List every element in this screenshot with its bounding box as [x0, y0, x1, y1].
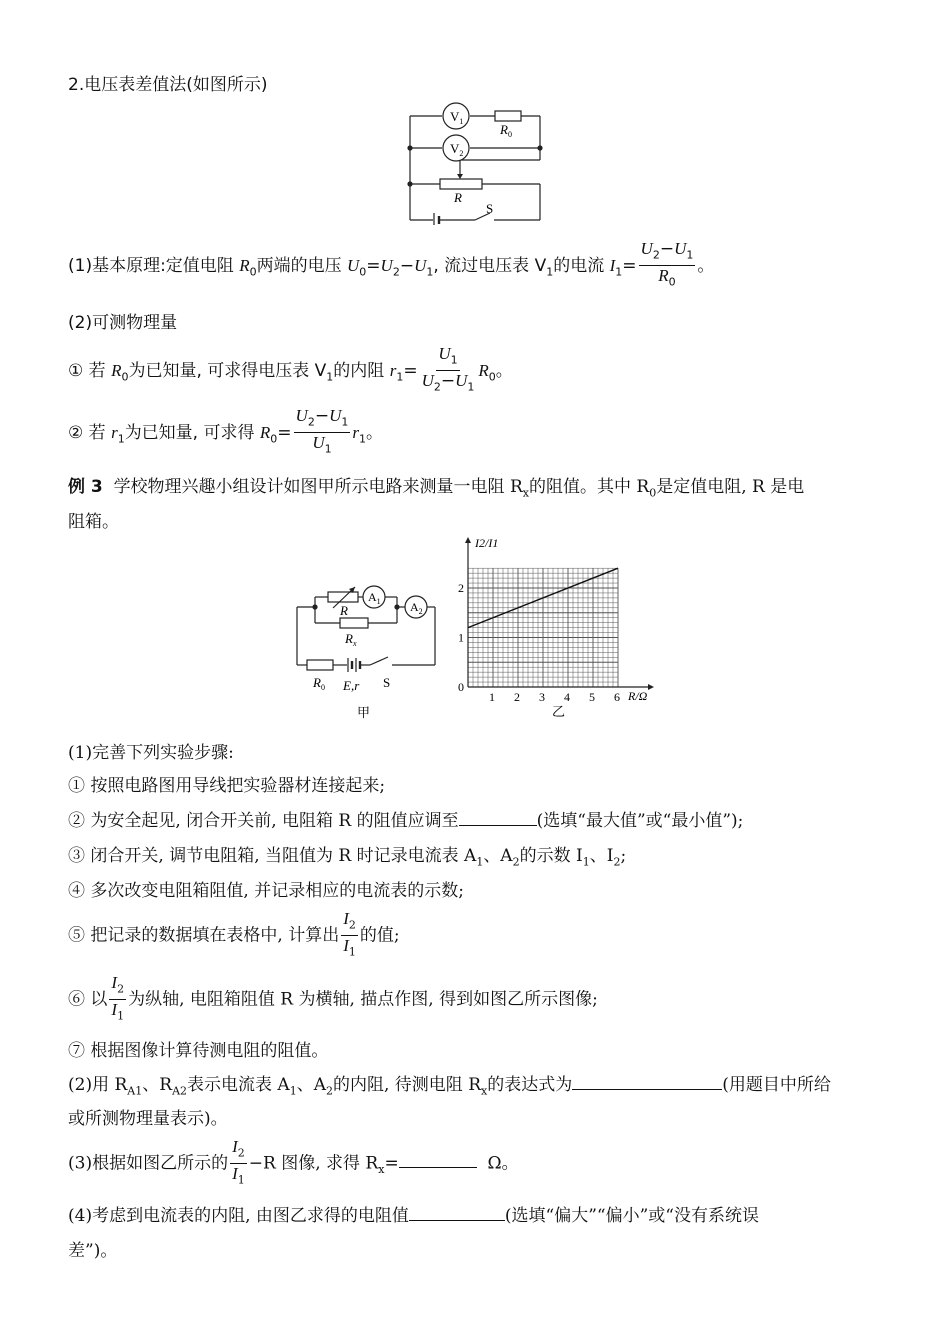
- question-4: (4)考虑到电流表的内阻, 由图乙求得的电阻值 (选填“偏大”“偏小”或“没有系统误: [68, 1206, 759, 1226]
- section-title: 2.电压表差值法(如图所示): [68, 75, 268, 95]
- step-3: ③ 闭合开关, 调节电阻箱, 当阻值为 R 时记录电流表 $A_1$、$A_2$的示数 $I_1$、$I_2$;: [68, 846, 627, 869]
- answer-blank-3[interactable]: [399, 1151, 477, 1168]
- step-4: ④ 多次改变电阻箱阻值, 并记录相应的电流表的示数;: [68, 881, 464, 901]
- rx-label: $R_x$: [345, 631, 357, 648]
- x-tick-label: 6: [614, 690, 620, 704]
- question-2: (2)用 $R_{A1}$、$R_{A2}$表示电流表 $A_1$、$A_2$的内阻, 待测电阻 $R_x$的表达式为 (用题目中所给: [68, 1075, 831, 1098]
- measurable-title: (2)可测物理量: [68, 313, 178, 333]
- question-4-line-2: 差”)。: [68, 1241, 118, 1261]
- x-tick-label: 1: [489, 690, 495, 704]
- question-3: (3)根据如图乙所示的 $\frac{I_2}{I_1}$ −R 图像, 求得 $R_x= \Omega$。: [68, 1137, 519, 1187]
- x-tick-label: 5: [589, 690, 595, 704]
- caption-jia: 甲: [357, 705, 371, 720]
- question-2-line-2: 或所测物理量表示)。: [68, 1109, 228, 1129]
- r-label: R: [454, 190, 462, 205]
- step-5: ⑤ 把记录的数据填在表格中, 计算出 $\frac{I_2}{I_1}$ 的值;: [68, 909, 400, 959]
- steps-title: (1)完善下列实验步骤:: [68, 743, 234, 763]
- y-tick-label: 2: [458, 581, 464, 595]
- circuit-figure-jia: [285, 575, 445, 720]
- case-two: ② 若 $r_1$为已知量, 可求得 $R_0=$ $\frac{U_2-U_1}{U_1}$ $r_1$。: [68, 406, 383, 456]
- y-axis-label: I2/I1: [475, 536, 499, 550]
- caption-yi: 乙: [552, 704, 566, 719]
- y-tick-label: 1: [458, 630, 464, 645]
- x-tick-label: 4: [564, 690, 570, 704]
- y-tick-label: 0: [458, 680, 464, 694]
- switch-label: S: [486, 201, 494, 216]
- r0-label: $R_0$: [500, 122, 512, 139]
- answer-blank-2[interactable]: [572, 1073, 722, 1090]
- step-2: ② 为安全起见, 闭合开关前, 电阻箱 R 的阻值应调至 (选填“最大值”或“最小值”);: [68, 811, 744, 831]
- v1-label: $V_1$: [450, 109, 464, 126]
- example-line-2: 阻箱。: [68, 512, 119, 532]
- a1-label: $A_1$: [368, 590, 381, 606]
- principle-line: (1)基本原理:定值电阻 $R_0$两端的电压 $U_0=U_2-U_1$, 流过电压表 $V_1$的电流 $I_1=$ $\frac{U_2-U_1}{R_0}$ 。: [68, 239, 715, 289]
- x-axis-label: R/Ω: [628, 689, 648, 703]
- answer-blank-1[interactable]: [459, 809, 537, 826]
- step-1: ① 按照电路图用导线把实验器材连接起来;: [68, 776, 386, 796]
- r0-label-jia: $R_0$: [313, 675, 325, 692]
- a2-label: $A_2$: [410, 600, 423, 616]
- rheostat-r-label: R: [340, 603, 348, 618]
- switch-label-jia: S: [383, 675, 391, 690]
- graph-figure-yi: [448, 535, 663, 725]
- x-tick-label: 3: [539, 690, 545, 704]
- v2-label: $V_2$: [450, 141, 464, 158]
- case-one: ① 若 $R_0$为已知量, 可求得电压表 $V_1$的内阻 $r_1=$ $\frac{U_1}{U_2-U_1}$ $R_0$。: [68, 344, 513, 394]
- step-6: ⑥ 以 $\frac{I_2}{I_1}$ 为纵轴, 电阻箱阻值 R 为横轴, 描点作图, 得到如图乙所示图像;: [68, 973, 598, 1023]
- step-7: ⑦ 根据图像计算待测电阻的阻值。: [68, 1041, 329, 1061]
- circuit-figure-voltmeter: [400, 100, 550, 225]
- answer-blank-4[interactable]: [409, 1204, 505, 1221]
- er-label: E,r: [343, 678, 360, 693]
- example-line-1: 例 3 学校物理兴趣小组设计如图甲所示电路来测量一电阻 $R_x$的阻值。其中 $R_0$是定值电阻, R 是电: [68, 477, 805, 500]
- x-tick-label: 2: [514, 690, 520, 704]
